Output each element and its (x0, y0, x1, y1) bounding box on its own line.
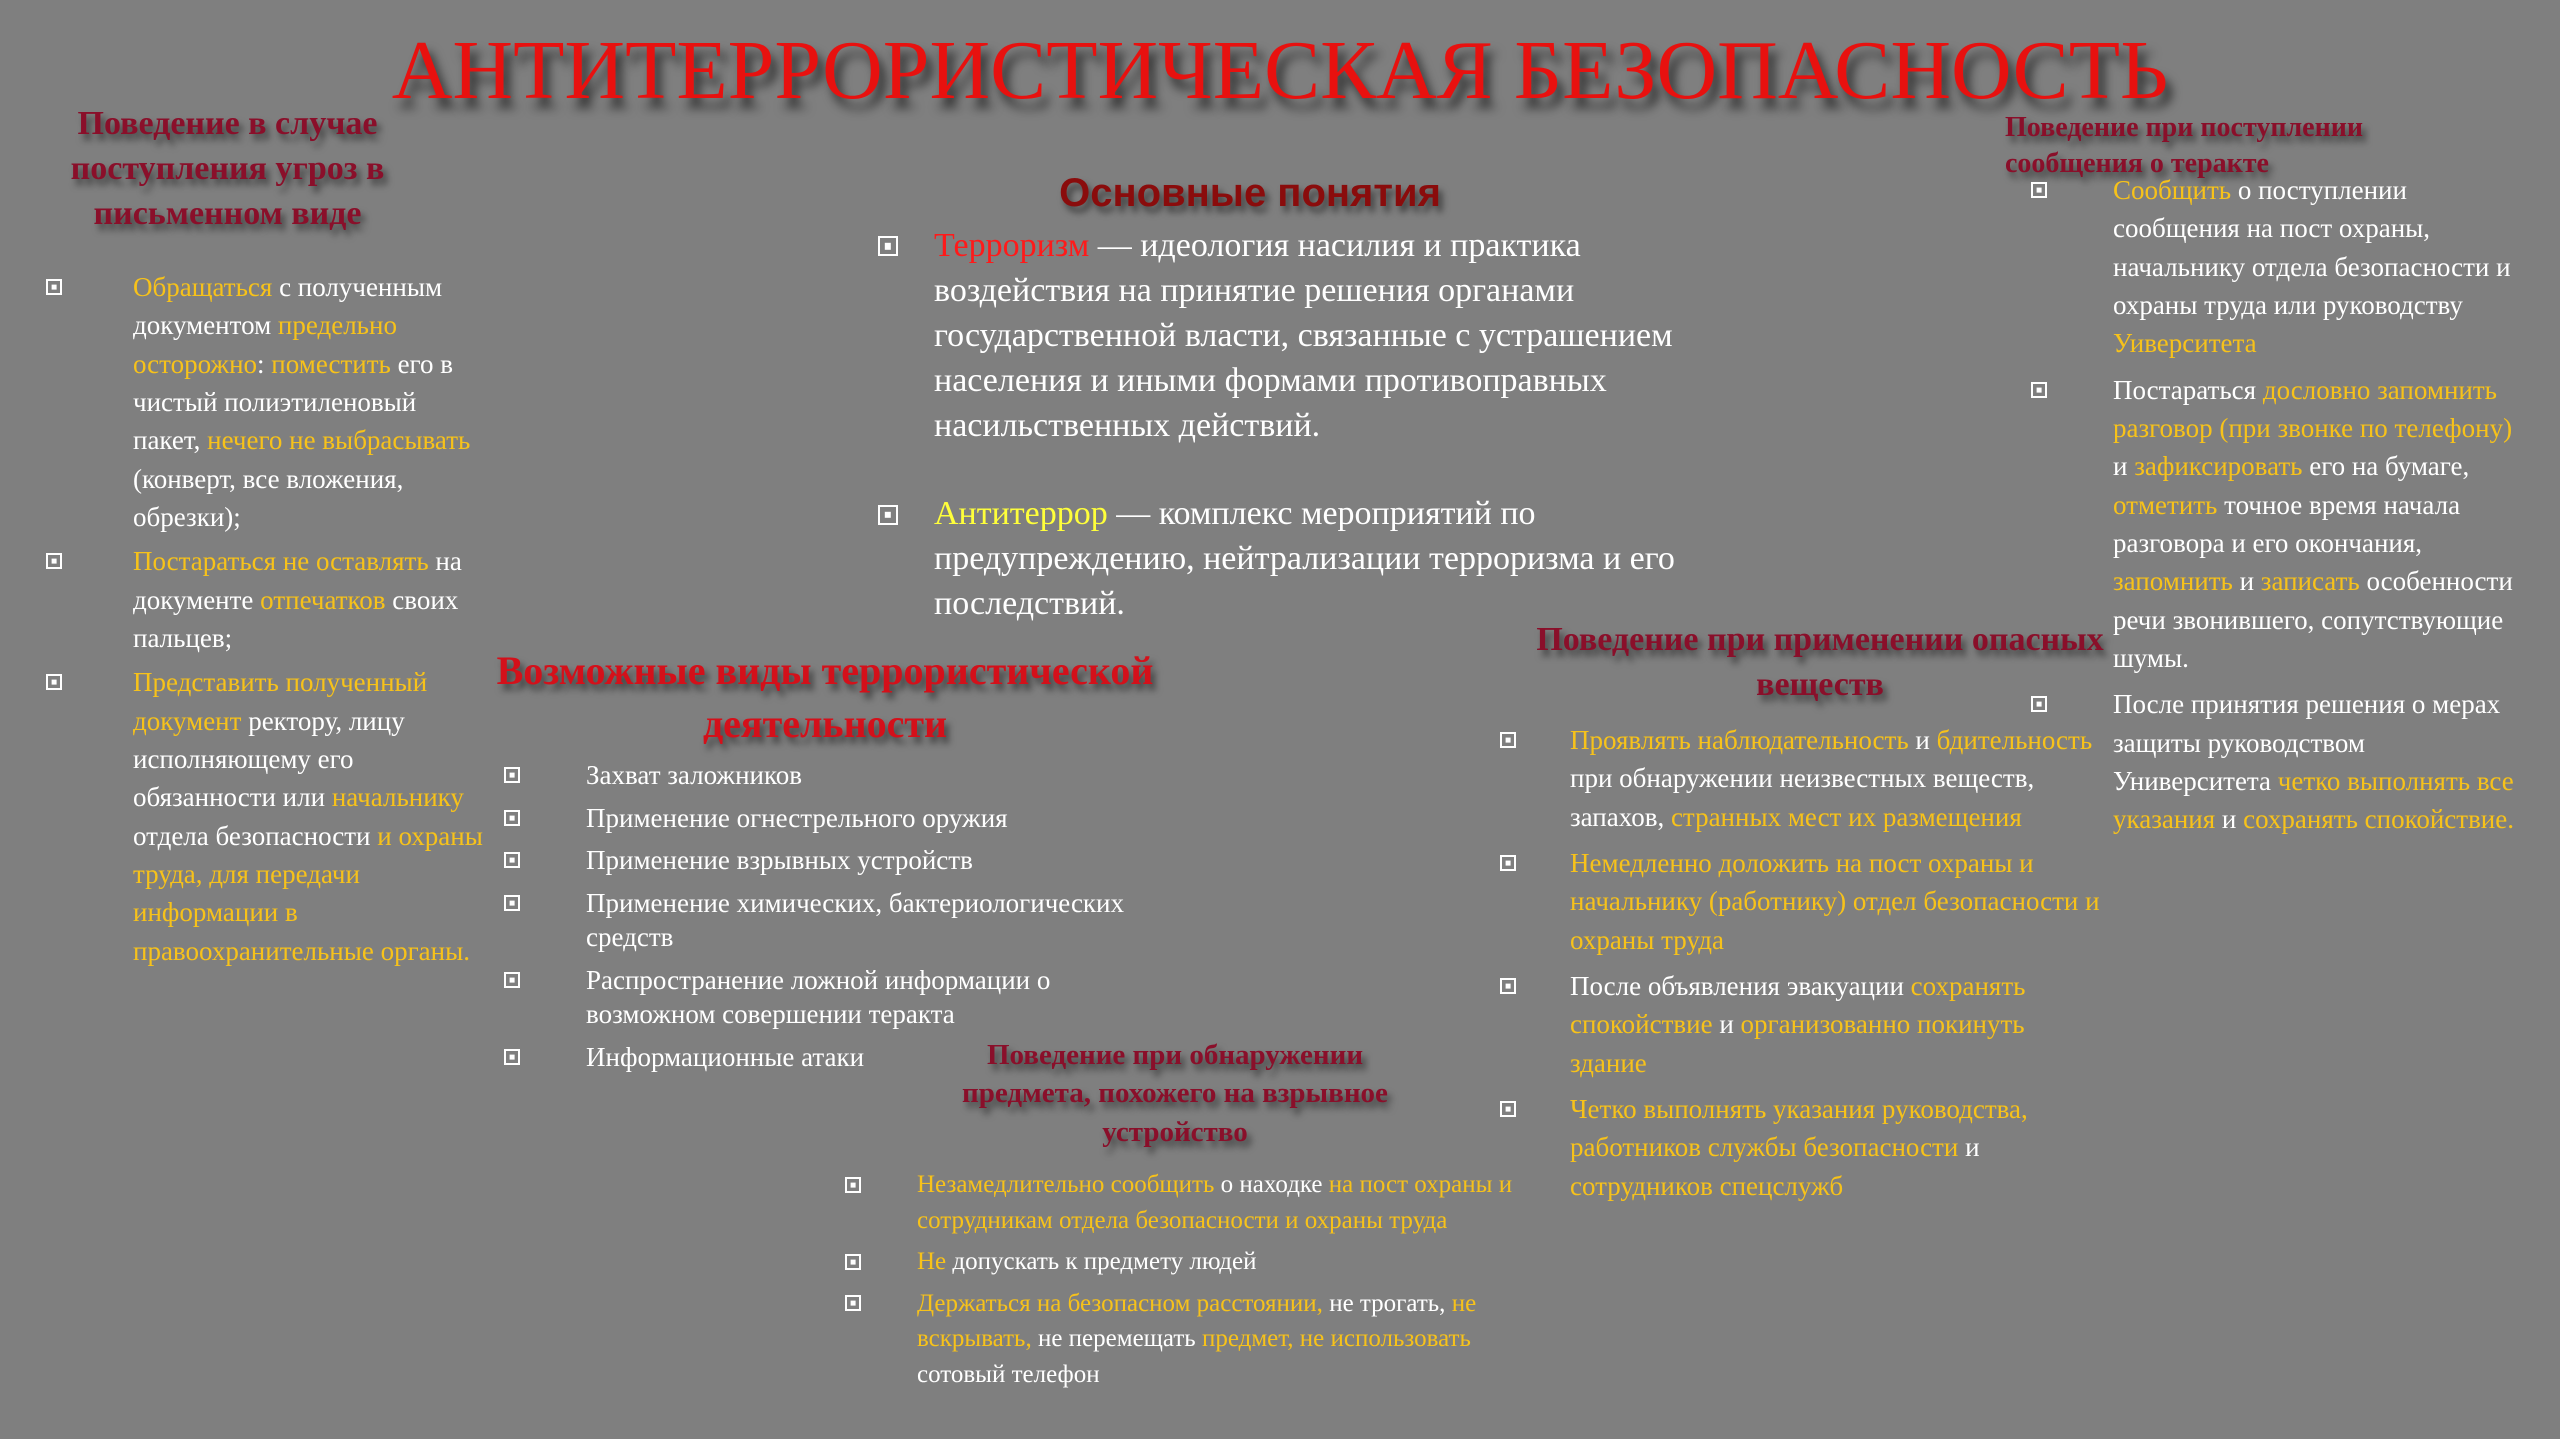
text-segment: — идеология насилия и практика воздействия на принятие решения органами государственной власти, связанные с устрашением населения и иными формами противоправных насильственных действий. (934, 227, 1673, 444)
types-list (496, 758, 1156, 1082)
list-item (496, 843, 1156, 878)
square-bullet-icon (1500, 732, 1516, 748)
text-segment: о находке (1214, 1171, 1329, 1198)
text-segment: Проявлять наблюдательность (1570, 725, 1909, 755)
list-item (496, 801, 1156, 836)
text-segment: Незамедлительно сообщить (917, 1171, 1215, 1198)
left-list (30, 268, 490, 976)
text-segment: Терроризм (934, 227, 1090, 264)
square-bullet-icon (504, 810, 520, 826)
list-item (854, 492, 1734, 627)
list-item (2005, 371, 2525, 678)
text-segment: Уиверситета (2113, 328, 2257, 359)
list-item (2005, 685, 2525, 838)
types-heading: Возможные виды террористической деятельности (496, 648, 1154, 746)
text-segment: о поступлении сообщения на пост охраны, начальнику отдела безопасности и охраны труда или руководству (2113, 175, 2511, 320)
text-segment: зафиксировать (2134, 451, 2303, 482)
text-segment: его в чистый полиэтиленовый пакет, (133, 348, 453, 456)
hazard-heading: Поведение при применении опасных веществ (1536, 621, 2104, 703)
list-item-text: Информационные атаки (586, 1041, 865, 1072)
list-item (1488, 844, 2103, 959)
text-segment: Обращаться (133, 272, 273, 302)
text-segment: и (2113, 451, 2135, 482)
list-item (496, 886, 1156, 955)
center-heading: Основные понятия (1059, 171, 1441, 215)
square-bullet-icon (1500, 978, 1516, 994)
explosive-list (833, 1167, 1553, 1398)
text-segment: запомнить (2113, 566, 2233, 597)
text-segment: отпечатков (260, 584, 386, 615)
text-segment: и (2215, 804, 2244, 835)
square-bullet-icon (2031, 182, 2047, 198)
center-list (854, 224, 1734, 671)
slide-title: АНТИТЕРРОРИСТИЧЕСКАЯ БЕЗОПАСНОСТЬ (391, 24, 2169, 117)
square-bullet-icon (845, 1295, 861, 1311)
text-segment: четко выполнять все указания (2113, 765, 2514, 835)
list-item (496, 758, 1156, 793)
text-segment: организованно покинуть здание (1570, 1009, 2025, 1078)
square-bullet-icon (46, 674, 62, 690)
list-item (833, 1167, 1553, 1238)
text-segment: и (1712, 1009, 1741, 1040)
square-bullet-icon (46, 279, 62, 295)
text-segment: при обнаружении неизвестных веществ, запахов, (1570, 763, 2035, 832)
text-segment: точное время начала разговора и его окончания, (2113, 489, 2461, 558)
text-segment: начальнику (331, 782, 464, 813)
list-item (30, 268, 490, 536)
text-segment: допускать к предмету людей (946, 1248, 1257, 1275)
list-item-text: Захват заложников (586, 760, 802, 790)
text-segment: особенности речи звонившего, сопутствующие шумы. (2113, 566, 2513, 673)
list-item (1488, 1090, 2103, 1205)
text-segment: отметить (2113, 489, 2218, 520)
square-bullet-icon (845, 1254, 861, 1270)
text-segment: записать (2260, 566, 2360, 597)
text-segment: предмет, не использовать (1201, 1325, 1471, 1352)
text-segment: Сообщить (2113, 175, 2232, 205)
text-segment: Постараться не оставлять (133, 546, 429, 577)
text-segment: Представить полученный документ (133, 667, 428, 736)
text-segment: сотрудников спецслужб (1570, 1170, 1844, 1201)
text-segment: Антитеррор (934, 495, 1108, 533)
square-bullet-icon (46, 553, 62, 569)
text-segment: и охраны труда, для передачи информации в правоохранительные органы. (133, 820, 483, 966)
text-segment: не вскрывать, (917, 1289, 1477, 1352)
text-segment: странных мест их размещения (1670, 801, 2022, 832)
text-segment: на пост охраны и сотрудникам отдела безопасности и охраны труда (917, 1171, 1513, 1234)
text-segment: и (1908, 725, 1937, 755)
square-bullet-icon (504, 767, 520, 783)
text-segment: на документе (133, 546, 462, 615)
list-item (854, 224, 1734, 448)
list-item (833, 1286, 1553, 1393)
square-bullet-icon (1500, 1101, 1516, 1117)
list-item-text: Распространение ложной информации о возможном совершении теракта (586, 964, 1051, 1030)
text-segment: сохранять спокойствие. (2243, 804, 2514, 835)
text-segment: не трогать, (1322, 1289, 1452, 1317)
text-segment: с полученным документом (133, 272, 443, 341)
text-segment: и (1958, 1132, 1980, 1163)
text-segment: не перемещать (1031, 1325, 1202, 1352)
text-segment: — комплекс мероприятий по предупреждению, нейтрализации терроризма и его последствий. (934, 495, 1675, 623)
text-segment: нечего не выбрасывать (207, 425, 471, 456)
list-item-text: Применение взрывных устройств (586, 845, 973, 876)
square-bullet-icon (504, 972, 520, 988)
list-item (30, 663, 490, 970)
square-bullet-icon (2031, 696, 2047, 712)
square-bullet-icon (878, 505, 898, 525)
list-item (2005, 171, 2525, 363)
text-segment: : (257, 348, 272, 379)
text-segment: сохранять спокойствие (1570, 970, 2026, 1040)
text-segment: Немедленно доложить на пост охраны и начальнику (работнику) отдел безопасности и охраны труда (1570, 847, 2100, 955)
text-segment: Держаться на безопасном расстоянии, (917, 1289, 1323, 1317)
right-heading: Поведение при поступлении сообщения о теракте (2005, 112, 2363, 180)
text-segment: бдительность (1936, 725, 2093, 755)
list-item-text: Применение химических, бактериологических средств (586, 887, 1124, 953)
text-segment: отдела безопасности (133, 820, 378, 851)
left-heading: Поведение в случае поступления угроз в письменном виде (70, 105, 385, 232)
list-item (1488, 967, 2103, 1082)
square-bullet-icon (504, 1049, 520, 1065)
text-segment: предельно осторожно (133, 310, 397, 379)
list-item (30, 542, 490, 657)
explosive-heading: Поведение при обнаружении предмета, похожего на взрывное устройство (962, 1039, 1388, 1148)
square-bullet-icon (845, 1177, 861, 1193)
text-segment: После объявления эвакуации (1570, 970, 1911, 1001)
list-item (496, 963, 1156, 1032)
square-bullet-icon (2031, 382, 2047, 398)
square-bullet-icon (504, 895, 520, 911)
text-segment: ректору, лицу исполняющему его обязанности или (133, 705, 405, 813)
text-segment: (конверт, все вложения, обрезки); (133, 463, 404, 532)
text-segment: Четко выполнять указания руководства, работников службы безопасности (1570, 1093, 2028, 1163)
text-segment: его на бумаге, (2302, 451, 2470, 482)
right-list (2005, 171, 2525, 847)
text-segment: дословно запомнить разговор (при звонке по телефону) (2113, 374, 2513, 443)
list-item (833, 1244, 1553, 1280)
text-segment: После принятия решения о мерах защиты руководством Университета (2113, 689, 2501, 796)
text-segment: Не (917, 1248, 947, 1275)
text-segment: сотовый телефон (917, 1360, 1100, 1388)
text-segment: своих пальцев; (133, 584, 459, 653)
text-segment: поместить (271, 348, 391, 379)
square-bullet-icon (878, 236, 898, 256)
square-bullet-icon (1500, 855, 1516, 871)
square-bullet-icon (504, 852, 520, 868)
text-segment: Постараться (2113, 374, 2263, 405)
list-item-text: Применение огнестрельного оружия (586, 802, 1008, 833)
text-segment: и (2232, 566, 2261, 597)
